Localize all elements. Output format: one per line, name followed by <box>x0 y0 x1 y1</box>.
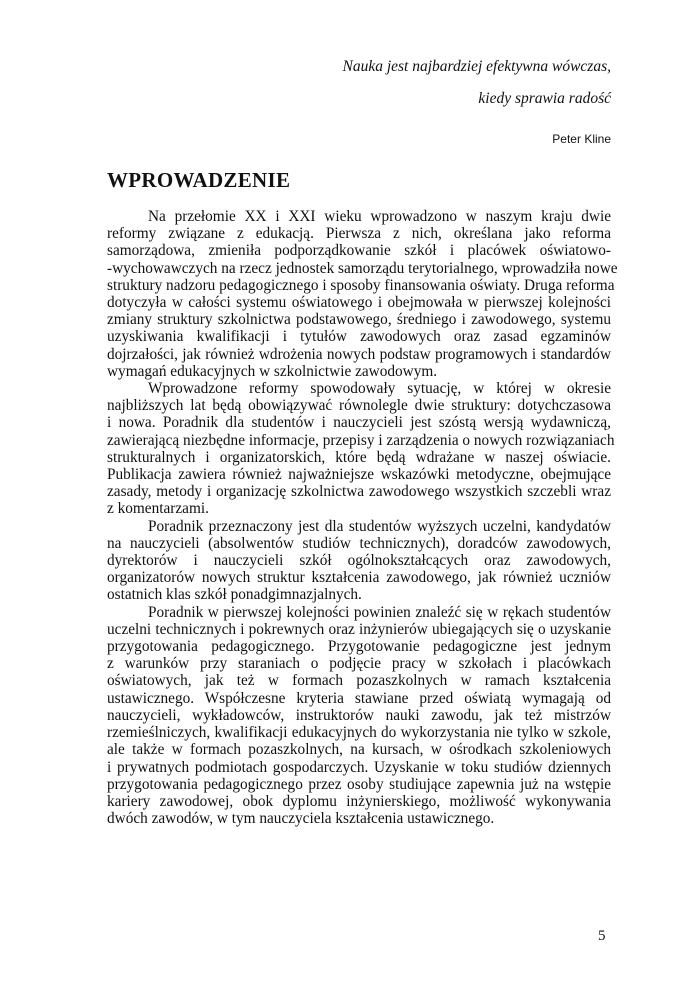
text-line: organizatorów nowych struktur kształcenia zawodowego, jak również uczniów <box>107 569 611 587</box>
text-line: Wprowadzone reformy spowodowały sytuację, w której w okresie <box>148 380 611 398</box>
text-line: reformy związane z edukacją. Pierwsza z nich, określana jako reforma <box>107 225 611 243</box>
text-line: dotyczyła w całości systemu oświatowego i obejmowała w pierwszej kolejności <box>107 294 611 312</box>
text-line: Na przełomie XX i XXI wieku wprowadzono w naszym kraju dwie <box>148 208 611 225</box>
text-line: Poradnik w pierwszej kolejności powinien znaleźć się w rękach studentów <box>148 603 611 621</box>
text-line: i nowa. Poradnik dla studentów i nauczycieli jest szóstą wersją wydawniczą, <box>107 414 611 432</box>
body-text <box>107 208 618 828</box>
epigraph-line: Nauka jest najbardziej efektywna wówczas, <box>342 58 611 75</box>
text-line: zawierającą niezbędne informacje, przepisy i zarządzenia o nowych rozwiązaniach <box>107 431 615 449</box>
text-line: najbliższych lat będą obowiązywać równolegle dwie struktury: dotychczasowa <box>107 397 611 415</box>
epigraph-author: Peter Kline <box>552 132 611 146</box>
text-line: przygotowania pedagogicznego. Przygotowanie pedagogiczne jest jednym <box>107 638 611 656</box>
paragraph <box>107 380 615 518</box>
text-line: uzyskiwania kwalifikacji i tytułów zawodowych oraz zasad egzaminów <box>107 328 611 346</box>
chapter-heading: WPROWADZENIE <box>107 168 291 192</box>
text-line: dojrzałości, jak również wdrożenia nowych podstaw programowych i standardów <box>107 345 611 363</box>
text-line: przygotowania pedagogicznego przez osoby studiujące zapewnia już na wstępie <box>107 775 611 793</box>
page-number: 5 <box>598 928 606 944</box>
text-line: na nauczycieli (absolwentów studiów technicznych), doradców zawodowych, <box>107 534 611 552</box>
text-line: nauczycieli, wykładowców, instruktorów nauki zawodu, jak też mistrzów <box>107 706 611 724</box>
text-line: dyrektorów i nauczycieli szkół ogólnokształcących oraz zawodowych, <box>107 552 611 570</box>
text-line: strukturalnych i organizatorskich, które będą wdrażane w naszej oświacie. <box>107 448 611 466</box>
paragraph <box>107 604 611 828</box>
text-line: rzemieślniczych, kwalifikacji edukacyjnych do wykorzystania nie tylko w szkole, <box>107 724 611 742</box>
text-line: zasady, metody i organizację szkolnictwa zawodowego wszystkich szczebli wraz <box>107 483 611 501</box>
text-line: samorządowa, zmieniła podporządkowanie szkół i placówek oświatowo- <box>107 242 611 260</box>
paragraph <box>107 208 618 380</box>
text-line: struktury nadzoru pedagogicznego i sposoby finansowania oświaty. Druga reforma <box>107 276 615 294</box>
text-line: kariery zawodowej, obok dyplomu inżynierskiego, możliwość wykonywania <box>107 792 611 810</box>
text-line: Publikacja zawiera również najważniejsze wskazówki metodyczne, obejmujące <box>107 466 611 484</box>
text-line: wymagań edukacyjnych w szkolnictwie zawodowym. <box>107 362 438 380</box>
text-line: ustawicznego. Współczesne kryteria stawiane przed oświatą wymagają od <box>107 689 611 707</box>
text-line: Poradnik przeznaczony jest dla studentów wyższych uczelni, kandydatów <box>148 517 611 535</box>
text-line: zmiany struktury szkolnictwa podstawowego, średniego i zawodowego, systemu <box>107 311 611 329</box>
text-line: ale także w formach pozaszkolnych, na kursach, w ośrodkach szkoleniowych <box>107 741 611 759</box>
text-line: oświatowych, jak też w formach pozaszkolnych w ramach kształcenia <box>107 672 611 690</box>
text-line: dwóch zawodów, w tym nauczyciela kształcenia ustawicznego. <box>107 810 495 828</box>
text-line: ostatnich klas szkół ponadgimnazjalnych. <box>107 586 362 604</box>
text-line: i prywatnych podmiotach gospodarczych. Uzyskanie w toku studiów dziennych <box>107 758 611 776</box>
text-line: -wychowawczych na rzecz jednostek samorządu terytorialnego, wprowadziła nowe <box>107 259 618 277</box>
paragraph <box>107 518 611 604</box>
text-line: uczelni technicznych i pokrewnych oraz inżynierów ubiegających się o uzyskanie <box>107 620 611 638</box>
text-line: z warunków przy staraniach o podjęcie pracy w szkołach i placówkach <box>107 655 611 673</box>
text-line: z komentarzami. <box>107 500 209 518</box>
epigraph-line: kiedy sprawia radość <box>478 90 611 107</box>
